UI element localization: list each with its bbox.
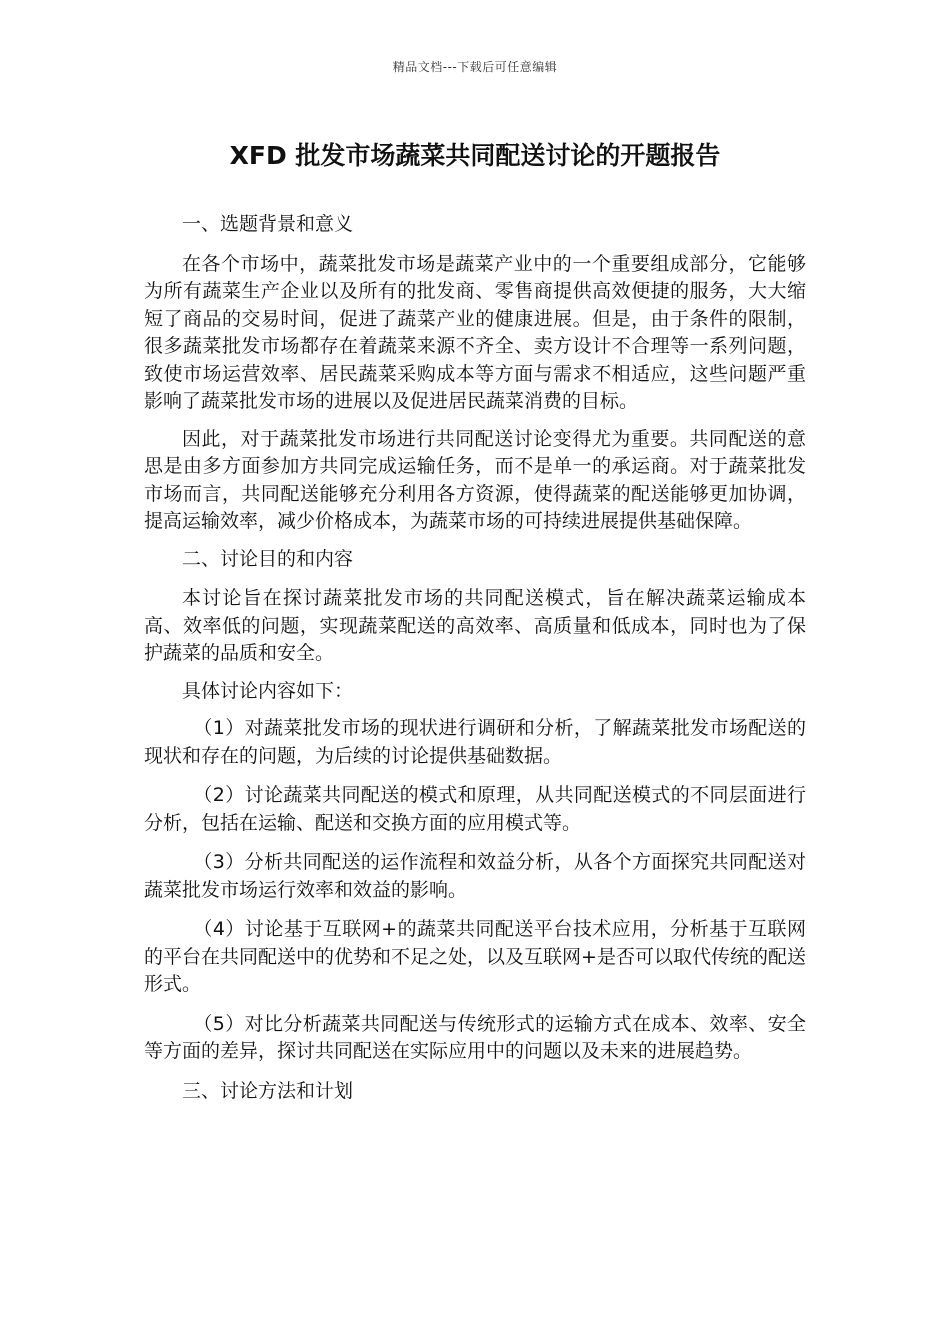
- paragraph-background: 在各个市场中，蔬菜批发市场是蔬菜产业中的一个重要组成部分，它能够为所有蔬菜生产企业以及所有的批发商、零售商提供高效便捷的服务，大大缩短了商品的交易时间，促进了蔬菜产业的健康进展。但是，由于条件的限制，很多蔬菜批发市场都存在着蔬菜来源不齐全、卖方设计不合理等一系列问题，致使市场运营效率、居民蔬菜采购成本等方面与需求不相适应，这些问题严重影响了蔬菜批发市场的进展以及促进居民蔬菜消费的目标。: [144, 252, 806, 412]
- list-item: （2）讨论蔬菜共同配送的模式和原理，从共同配送模式的不同层面进行分析，包括在运输、配送和交换方面的应用模式等。: [144, 784, 806, 834]
- paragraph-purpose: 本讨论旨在探讨蔬菜批发市场的共同配送模式，旨在解决蔬菜运输成本高、效率低的问题，实现蔬菜配送的高效率、高质量和低成本，同时也为了保护蔬菜的品质和安全。: [144, 587, 806, 664]
- list-item: （4）讨论基于互联网+的蔬菜共同配送平台技术应用，分析基于互联网的平台在共同配送中的优势和不足之处，以及互联网+是否可以取代传统的配送形式。: [144, 918, 806, 995]
- list-item: （5）对比分析蔬菜共同配送与传统形式的运输方式在成本、效率、安全等方面的差异，探讨共同配送在实际应用中的问题以及未来的进展趋势。: [144, 1012, 806, 1062]
- page-header-watermark: 精品文档---下载后可任意编辑: [392, 60, 558, 74]
- section-heading-methods: 三、讨论方法和计划: [182, 1079, 354, 1102]
- document-body: [144, 211, 806, 1117]
- paragraph-joint-delivery: 因此，对于蔬菜批发市场进行共同配送讨论变得尤为重要。共同配送的意思是由多方面参加方共同完成运输任务，而不是单一的承运商。对于蔬菜批发市场而言，共同配送能够充分利用各方资源，使得蔬菜的配送能够更加协调，提高运输效率，减少价格成本，为蔬菜市场的可持续进展提供基础保障。: [144, 427, 806, 532]
- document-title: XFD 批发市场蔬菜共同配送讨论的开题报告: [229, 141, 721, 170]
- list-item: （3）分析共同配送的运作流程和效益分析，从各个方面探究共同配送对蔬菜批发市场运行效率和效益的影响。: [144, 851, 806, 901]
- list-item: （1）对蔬菜批发市场的现状进行调研和分析，了解蔬菜批发市场配送的现状和存在的问题，为后续的讨论提供基础数据。: [144, 717, 806, 767]
- section-heading-background: 一、选题背景和意义: [182, 213, 354, 235]
- paragraph-content-intro: 具体讨论内容如下：: [182, 679, 354, 702]
- section-heading-purpose: 二、讨论目的和内容: [182, 547, 354, 570]
